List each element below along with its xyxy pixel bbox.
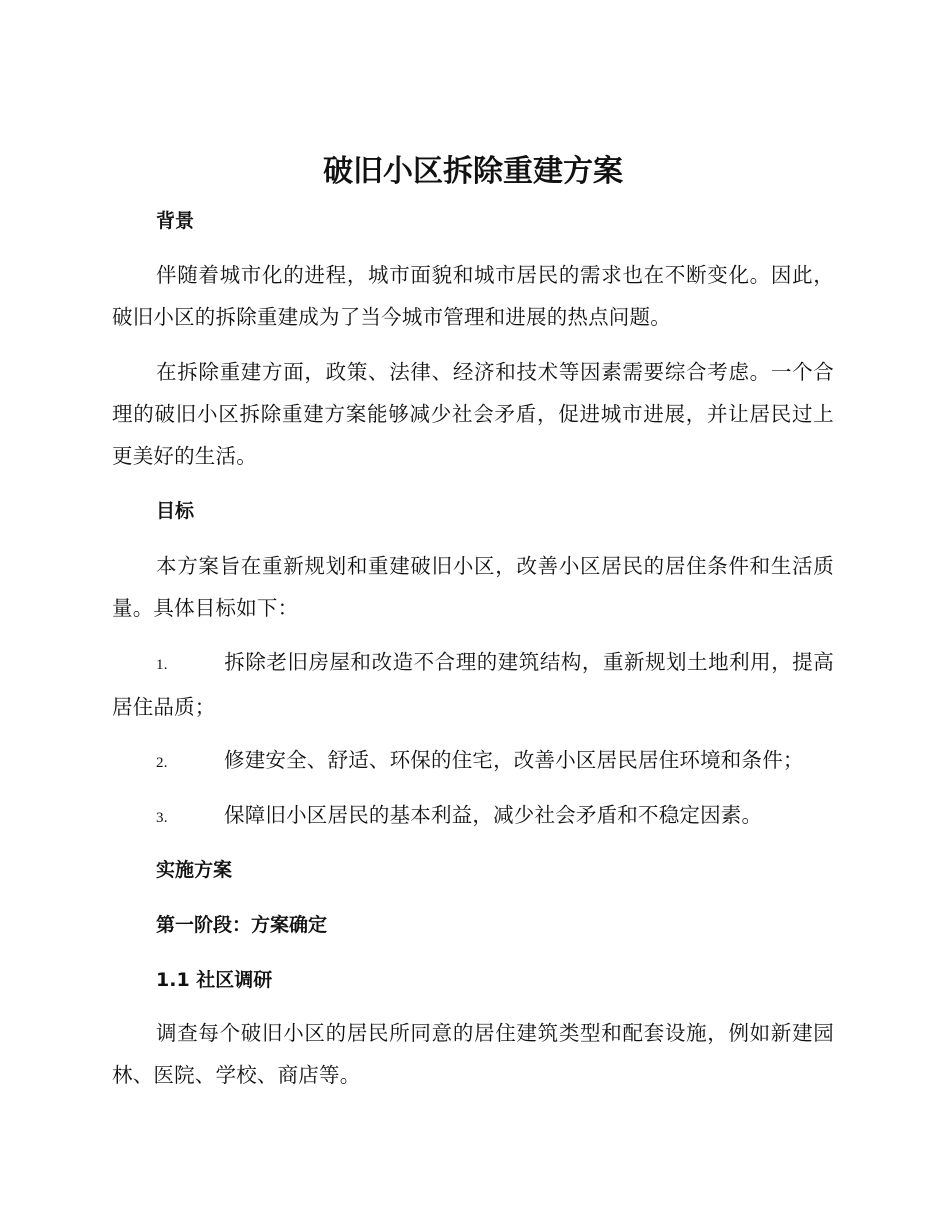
- list-number: 1.: [156, 657, 168, 673]
- goal-item-3: [112, 794, 834, 839]
- goals-intro: 本方案旨在重新规划和重建破旧小区，改善小区居民的居住条件和生活质量。具体目标如下：: [112, 554, 834, 620]
- goal-item-2: [112, 739, 834, 784]
- list-number: 2.: [156, 755, 168, 771]
- document-title: 破旧小区拆除重建方案: [323, 154, 623, 189]
- goal-item-1: [112, 641, 834, 728]
- background-paragraph-1: 伴随着城市化的进程，城市面貌和城市居民的需求也在不断变化。因此，破旧小区的拆除重建成为了当今城市管理和进展的热点问题。: [112, 263, 834, 329]
- list-item-text: 保障旧小区居民的基本利益，减少社会矛盾和不稳定因素。: [224, 803, 763, 827]
- list-number: 3.: [156, 810, 168, 826]
- background-paragraph-2: 在拆除重建方面，政策、法律、经济和技术等因素需要综合考虑。一个合理的破旧小区拆除重建方案能够减少社会矛盾，促进城市进展，并让居民过上更美好的生活。: [112, 360, 834, 468]
- heading-phase-1: 第一阶段：方案确定: [156, 914, 328, 936]
- heading-goals: 目标: [156, 500, 195, 522]
- heading-implementation: 实施方案: [156, 859, 233, 881]
- community-survey-paragraph: 调查每个破旧小区的居民所同意的居住建筑类型和配套设施，例如新建园林、医院、学校、商店等。: [112, 1021, 834, 1087]
- heading-community-survey: 1.1 社区调研: [156, 969, 273, 991]
- list-item-text: 修建安全、舒适、环保的住宅，改善小区居民居住环境和条件；: [224, 748, 804, 772]
- list-item-text: 拆除老旧房屋和改造不合理的建筑结构，重新规划土地利用，提高居住品质；: [112, 650, 834, 719]
- heading-background: 背景: [156, 210, 195, 232]
